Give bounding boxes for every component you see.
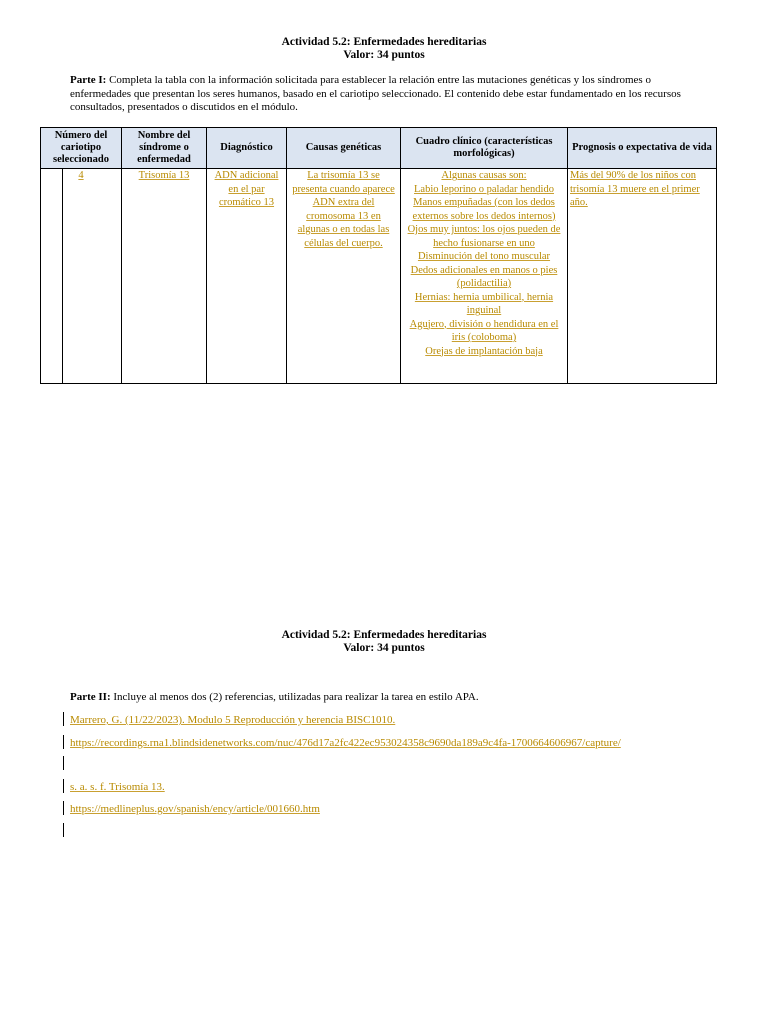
header-syndrome-name: Nombre del síndrome o enfermedad	[122, 128, 207, 169]
table-header-row	[41, 128, 717, 169]
page1-header	[0, 36, 768, 62]
text-cursor-bar	[63, 756, 64, 770]
header-prognosis: Prognosis o expectativa de vida	[568, 128, 717, 169]
clinical-item[interactable]: Labio leporino o paladar hendido	[414, 183, 554, 195]
part1-label: Parte I:	[70, 74, 107, 86]
cell-karyotype-number	[41, 169, 122, 384]
cell-divider	[62, 169, 63, 383]
hereditary-diseases-table	[40, 127, 717, 384]
text-cursor-bar	[63, 779, 64, 793]
reference-item	[70, 802, 320, 816]
cell-diagnosis	[207, 169, 287, 384]
page2-value: Valor: 34 puntos	[343, 642, 425, 654]
cell-clinical-picture	[401, 169, 568, 384]
cell-prognosis	[568, 169, 717, 384]
reference-item	[70, 780, 165, 794]
genetic-causes-link[interactable]: La trisomía 13 se presenta cuando aparece ADN extra del cromosoma 13 en algunas o en todas las células del cuerpo.	[292, 170, 395, 249]
text-cursor-bar	[63, 735, 64, 749]
clinical-item[interactable]: Agujero, división o hendidura en el iris (coloboma)	[409, 318, 559, 343]
page1-title: Actividad 5.2: Enfermedades hereditarias	[281, 36, 487, 48]
prognosis-link[interactable]: Más del 90% de los niños con trisomía 13 muere en el primer año.	[570, 170, 700, 208]
clinical-item[interactable]: Algunas causas son:	[441, 170, 527, 181]
part2-label: Parte II:	[70, 691, 111, 703]
header-clinical-picture: Cuadro clínico (características morfológicas)	[401, 128, 568, 169]
header-karyotype-number: Número del cariotipo seleccionado	[41, 128, 122, 169]
clinical-item[interactable]: Orejas de implantación baja	[425, 345, 543, 357]
cell-syndrome-name	[122, 169, 207, 384]
text-cursor-bar	[63, 823, 64, 837]
diagnosis-link[interactable]: ADN adicional en el par cromático 13	[214, 170, 279, 208]
part1-text: Completa la tabla con la información solicitada para establecer la relación entre las mutaciones genéticas y los síndromes o enfermedades que presentan los seres humanos, basado en el cariotipo seleccionado. El contenido debe estar fundamentado en los recursos consultados, presentados o discutidos en el módulo.	[70, 74, 681, 113]
reference-link[interactable]: https://recordings.rna1.blindsidenetworks.com/nuc/476d17a2fc422ec953024358c9690da189a9c4fa-1700664606967/capture/	[70, 737, 621, 749]
clinical-item[interactable]: Manos empuñadas (con los dedos externos sobre los dedos internos)	[412, 197, 556, 222]
page2-header	[0, 629, 768, 655]
reference-link[interactable]: Marrero, G. (11/22/2023). Modulo 5 Reproducción y herencia BISC1010.	[70, 714, 396, 726]
part2-text: Incluye al menos dos (2) referencias, utilizadas para realizar la tarea en estilo APA.	[110, 691, 479, 703]
clinical-item[interactable]: Disminución del tono muscular	[417, 251, 551, 262]
text-cursor-bar	[63, 801, 64, 815]
header-diagnosis: Diagnóstico	[207, 128, 287, 169]
karyotype-number-link[interactable]: 4	[78, 170, 84, 181]
reference-link[interactable]: s. a. s. f. Trisomía 13.	[70, 781, 165, 793]
reference-item	[70, 713, 395, 727]
reference-link[interactable]: https://medlineplus.gov/spanish/ency/article/001660.htm	[70, 803, 320, 815]
page2-title: Actividad 5.2: Enfermedades hereditarias	[281, 629, 487, 641]
text-cursor-bar	[63, 712, 64, 726]
part1-instructions	[70, 74, 700, 115]
clinical-item[interactable]: Ojos muy juntos: los ojos pueden de hecho fusionarse en uno	[407, 224, 561, 249]
clinical-item[interactable]: Hernias: hernia umbilical, hernia inguinal	[414, 291, 554, 316]
cell-genetic-causes	[287, 169, 401, 384]
reference-item	[70, 736, 621, 750]
clinical-item[interactable]: Dedos adicionales en manos o pies (polidactilia)	[410, 264, 558, 289]
part2-instructions	[70, 691, 700, 705]
header-genetic-causes: Causas genéticas	[287, 128, 401, 169]
table-row	[41, 169, 717, 384]
syndrome-name-link[interactable]: Trisomía 13	[138, 170, 190, 181]
page1-value: Valor: 34 puntos	[343, 49, 425, 61]
